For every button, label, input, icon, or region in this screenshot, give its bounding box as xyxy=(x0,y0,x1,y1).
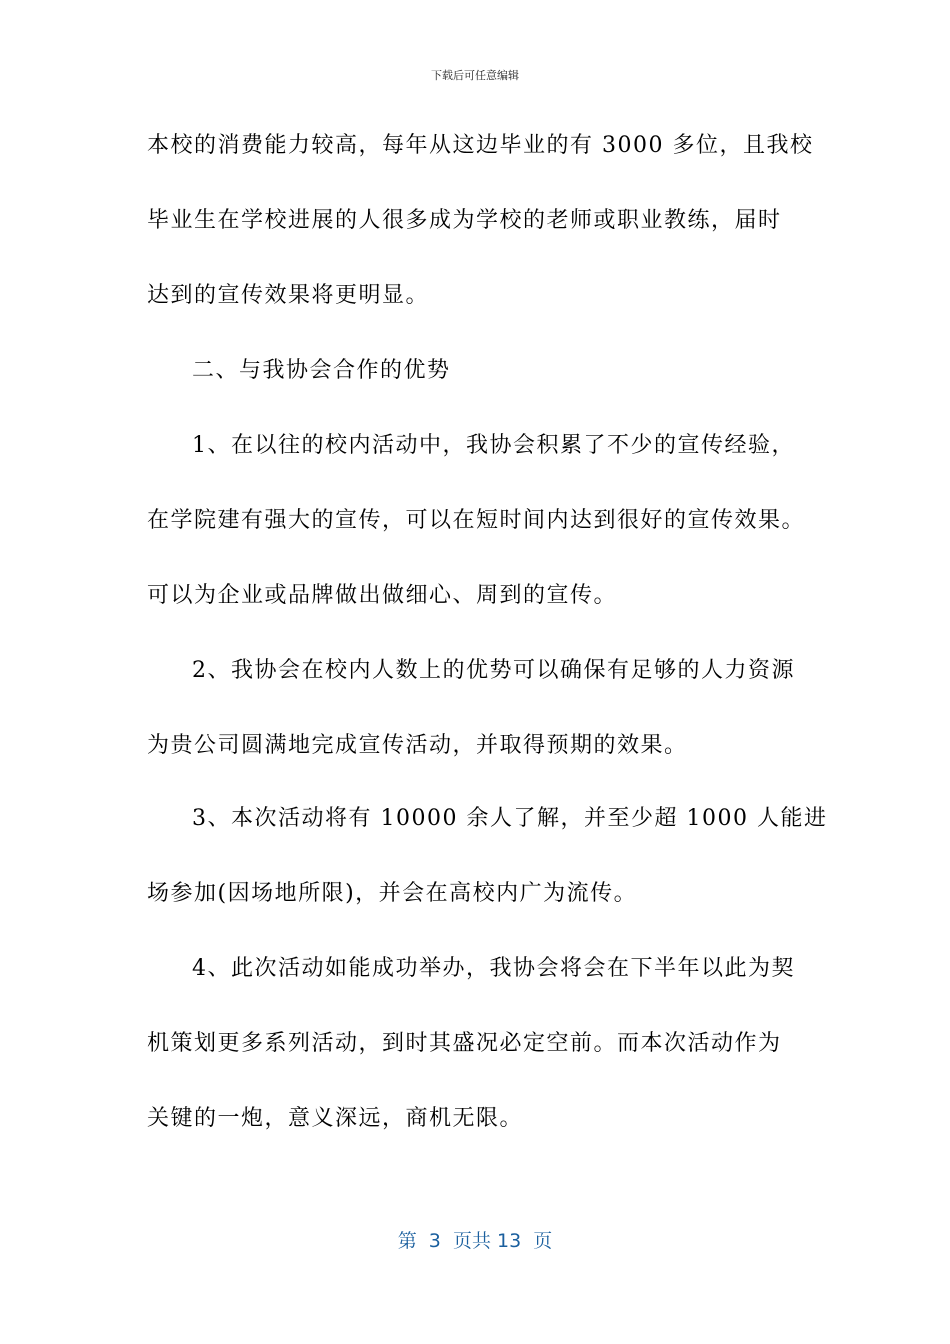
page-number-footer: 第 3 页共 13 页 xyxy=(397,1230,553,1252)
section-heading: 二、与我协会合作的优势 xyxy=(192,358,451,383)
list-item-1-line: 1、在以往的校内活动中，我协会积累了不少的宣传经验， xyxy=(192,433,795,458)
body-line: 关键的一炮，意义深远，商机无限。 xyxy=(147,1106,524,1131)
list-item-2-line: 2、我协会在校内人数上的优势可以确保有足够的人力资源 xyxy=(192,658,795,683)
body-line: 为贵公司圆满地完成宣传活动，并取得预期的效果。 xyxy=(147,733,688,758)
body-line: 毕业生在学校进展的人很多成为学校的老师或职业教练，届时 xyxy=(147,208,782,233)
body-line: 达到的宣传效果将更明显。 xyxy=(147,283,430,308)
body-line: 可以为企业或品牌做出做细心、周到的宣传。 xyxy=(147,583,618,608)
body-line: 本校的消费能力较高，每年从这边毕业的有 3000 多位，且我校 xyxy=(147,133,814,158)
body-line: 场参加(因场地所限)，并会在高校内广为流传。 xyxy=(147,881,638,906)
body-line: 机策划更多系列活动，到时其盛况必定空前。而本次活动作为 xyxy=(147,1031,782,1056)
list-item-3-line: 3、本次活动将有 10000 余人了解，并至少超 1000 人能进 xyxy=(192,806,828,831)
page-header: 下载后可任意编辑 xyxy=(431,69,519,82)
list-item-4-line: 4、此次活动如能成功举办，我协会将会在下半年以此为契 xyxy=(192,956,795,981)
body-line: 在学院建有强大的宣传，可以在短时间内达到很好的宣传效果。 xyxy=(147,508,806,533)
